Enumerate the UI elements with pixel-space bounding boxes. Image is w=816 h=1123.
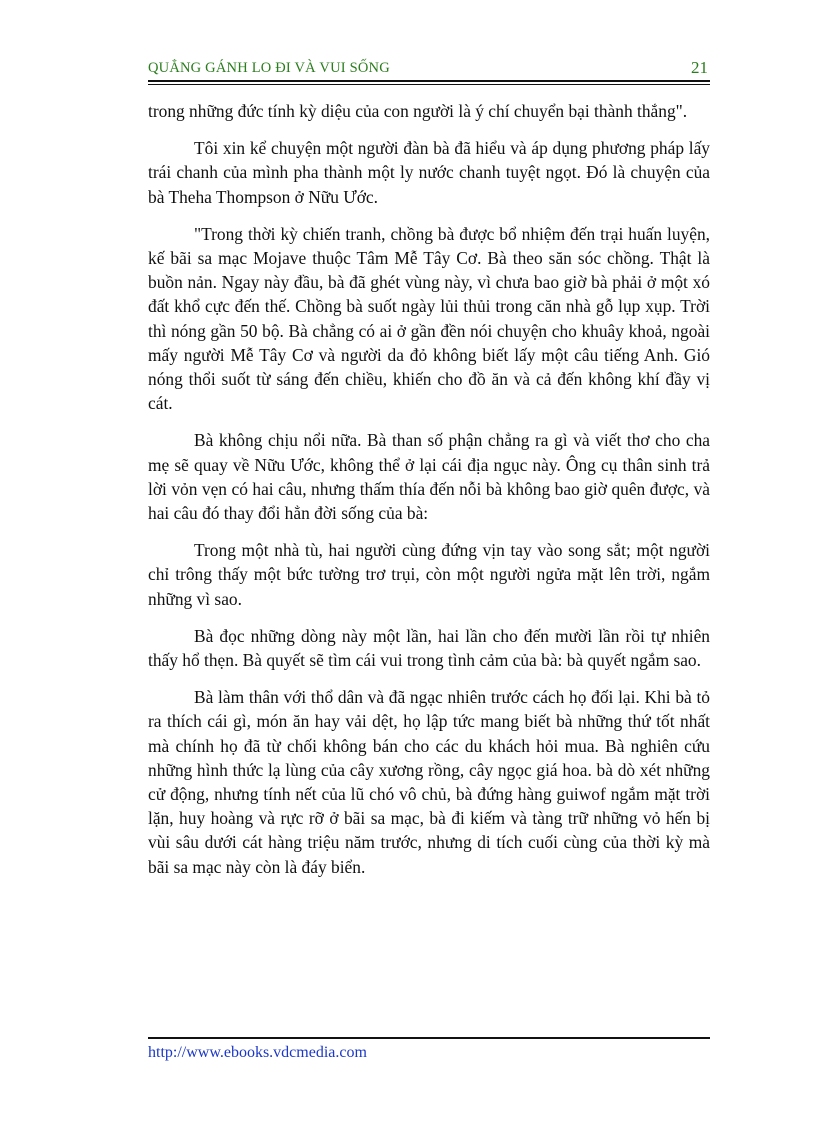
paragraph: Trong một nhà tù, hai người cùng đứng vịn tay vào song sắt; một người chỉ trông thấy một bức tường trơ trụi, còn một người ngửa mặt lên trời, ngắm những vì sao.	[148, 540, 710, 609]
footer-rule	[148, 1037, 710, 1039]
paragraph: trong những đức tính kỳ diệu của con người là ý chí chuyển bại thành thắng".	[148, 101, 688, 121]
paragraph: Bà đọc những dòng này một lần, hai lần cho đến mười lần rồi tự nhiên thấy hổ thẹn. Bà quyết sẽ tìm cái vui trong tình cảm của bà: bà quyết ngắm sao.	[148, 625, 710, 671]
footer-link[interactable]: http://www.ebooks.vdcmedia.com	[148, 1044, 367, 1061]
paragraph: Tôi xin kể chuyện một người đàn bà đã hiểu và áp dụng phương pháp lấy trái chanh của mình pha thành một ly nước chanh tuyệt ngọt. Đó là chuyện của bà Theha Thompson ở Nữu Ước.	[148, 138, 710, 207]
paragraph: Bà không chịu nổi nữa. Bà than số phận chẳng ra gì và viết thơ cho cha mẹ sẽ quay về Nữu Ước, không thể ở lại cái địa ngục này. Ông cụ thân sinh trả lời vỏn vẹn có hai câu, nhưng thấm thía đến nỗi bà không bao giờ quên được, và hai câu đó thay đổi hẳn đời sống của bà:	[148, 430, 710, 524]
body-text	[148, 99, 710, 892]
header-rule-thin	[148, 84, 710, 85]
paragraph: "Trong thời kỳ chiến tranh, chồng bà được bổ nhiệm đến trại huấn luyện, kế bãi sa mạc Mojave thuộc Tâm Mễ Tây Cơ. Bà theo săn sóc chồng. Thật là buồn nản. Ngay này đầu, bà đã ghét vùng này, vì chưa bao giờ bà phải ở một xó đất khổ cực đến thế. Chồng bà suốt ngày lủi thủi trong căn nhà gỗ lụp xụp. Trời thì nóng gần 50 bộ. Bà chẳng có ai ở gần đền nói chuyện cho khuây khoả, ngoài mấy người Mễ Tây Cơ và người da đỏ không biết lấy một câu tiếng Anh. Gió nóng thổi suốt từ sáng đến chiều, khiến cho đồ ăn và cả đến không khí đầy vị cát.	[148, 223, 710, 414]
header-rule	[148, 80, 710, 82]
page-header	[148, 58, 710, 80]
page-number: 21	[691, 58, 708, 77]
book-title: QUẲNG GÁNH LO ĐI VÀ VUI SỐNG	[148, 60, 390, 76]
paragraph: Bà làm thân với thổ dân và đã ngạc nhiên trước cách họ đối lại. Khi bà tỏ ra thích cái gì, món ăn hay vải dệt, họ lập tức mang biết bà những thứ tốt nhất mà chính họ đã từ chối không bán cho các du khách hỏi mua. Bà nghiên cứu những hình thức lạ lùng của cây xương rồng, cây ngọc giá hoa. bà dò xét những cử động, nhưng tính nết của lũ chó vô chủ, bà đứng hàng guiwof ngắm mặt trời lặn, huy hoàng và rực rỡ ở bãi sa mạc, bà đi kiếm và tàng trữ những vỏ hến bị vùi sâu dưới cát hàng triệu năm trước, nhưng di tích cuối cùng của thời kỳ mà bãi sa mạc này còn là đáy biển.	[148, 687, 710, 877]
